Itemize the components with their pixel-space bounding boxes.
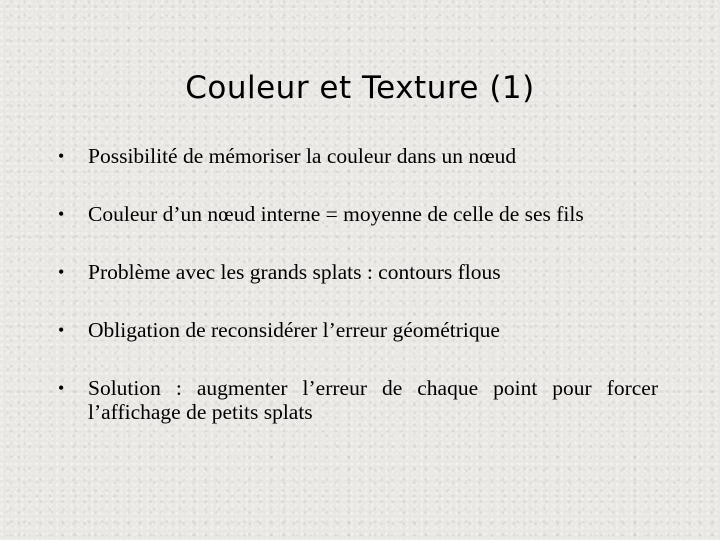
bullet-item [58,376,658,424]
bullet-icon: • [58,320,65,340]
bullet-list [58,144,658,458]
bullet-item [58,202,658,226]
bullet-text: Problème avec les grands splats : contours flous [88,260,501,284]
bullet-text: Possibilité de mémoriser la couleur dans un nœud [88,144,517,168]
bullet-item [58,144,658,168]
bullet-text: Obligation de reconsidérer l’erreur géométrique [88,318,500,342]
bullet-icon: • [58,204,65,224]
bullet-icon: • [58,262,65,282]
bullet-text: Couleur d’un nœud interne = moyenne de celle de ses fils [88,202,584,226]
slide-title: Couleur et Texture (1) [185,70,535,106]
bullet-icon: • [58,146,65,166]
bullet-icon: • [58,378,65,398]
bullet-item [58,260,658,284]
bullet-item [58,318,658,342]
bullet-text: Solution : augmenter l’erreur de chaque point pour forcer l’affichage de petits splats [88,376,658,424]
